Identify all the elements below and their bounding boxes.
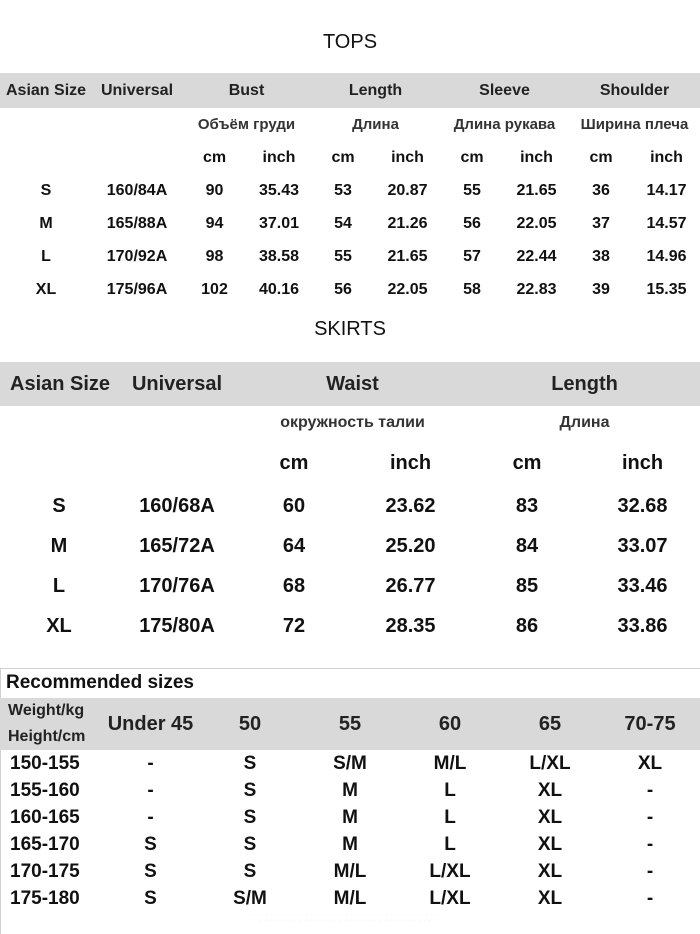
table-cell: L: [444, 833, 456, 855]
size-cell: L: [52, 574, 66, 597]
header-bust: Bust: [228, 81, 265, 99]
table-cell: 22.44: [516, 247, 557, 265]
table-cell: XL: [537, 779, 563, 801]
table-cell: 165/72A: [139, 534, 215, 557]
skirts-size-table: [0, 362, 700, 646]
unit-cell: cm: [331, 148, 355, 166]
table-cell: 57: [463, 247, 481, 265]
table-cell: M: [342, 779, 358, 801]
table-cell: S/M: [233, 887, 267, 909]
recommended-sizes-title: Recommended sizes: [6, 672, 194, 693]
header-length: Length: [551, 372, 618, 395]
table-cell: 14.57: [646, 214, 687, 232]
table-cell: 83: [515, 494, 539, 517]
table-cell: 33.07: [617, 534, 668, 557]
table-cell: S: [243, 860, 257, 882]
table-cell: 35.43: [258, 181, 300, 199]
table-cell: 56: [334, 280, 352, 298]
table-cell: 64: [282, 534, 306, 557]
table-cell: XL: [537, 806, 563, 828]
table-cell: 72: [282, 614, 306, 637]
table-cell: -: [147, 752, 154, 774]
ru-label-shoulder: Ширина плеча: [580, 116, 689, 133]
table-cell: XL: [537, 833, 563, 855]
ru-label-waist: окружность талии: [280, 414, 425, 431]
height-cell: 170-175: [10, 860, 80, 882]
table-cell: S: [243, 806, 257, 828]
table-cell: L: [444, 779, 456, 801]
table-cell: 84: [515, 534, 539, 557]
tops-title: TOPS: [322, 31, 378, 53]
table-cell: 38.58: [258, 247, 300, 265]
height-cell: 175-180: [10, 887, 80, 909]
table-cell: 160/84A: [106, 181, 168, 199]
table-cell: XL: [537, 887, 563, 909]
size-cell: XL: [35, 280, 57, 298]
unit-cell: cm: [589, 148, 613, 166]
recommended-header-row: [0, 698, 700, 750]
unit-cell: cm: [279, 451, 309, 474]
height-cell: 165-170: [10, 833, 80, 855]
table-cell: 36: [592, 181, 610, 199]
table-cell: S: [243, 779, 257, 801]
table-cell: 22.05: [387, 280, 428, 298]
table-cell: M/L: [333, 860, 367, 882]
table-cell: 26.77: [385, 574, 436, 597]
table-cell: 38: [592, 247, 610, 265]
weight-height-corner: [0, 698, 101, 750]
weight-header: 70-75: [624, 712, 676, 735]
table-cell: 175/96A: [106, 280, 168, 298]
table-row: [0, 566, 700, 606]
height-label: Height/cm: [8, 728, 86, 745]
table-row: [0, 240, 700, 273]
unit-cell: inch: [520, 148, 553, 166]
table-cell: -: [646, 833, 654, 855]
table-cell: L: [444, 806, 456, 828]
table-cell: -: [646, 779, 654, 801]
table-cell: 98: [205, 247, 224, 265]
header-waist: Waist: [326, 372, 379, 395]
size-cell: L: [41, 247, 51, 265]
table-cell: 37: [592, 214, 610, 232]
table-cell: 165/88A: [106, 214, 168, 232]
weight-header: 55: [338, 712, 362, 735]
weight-header: Under 45: [107, 712, 194, 735]
table-cell: 22.05: [516, 214, 557, 232]
table-cell: M/L: [433, 752, 467, 774]
tops-russian-labels-row: [0, 108, 700, 141]
height-cell: 155-160: [10, 779, 80, 801]
table-cell: 90: [205, 181, 224, 199]
header-asian-size: Asian Size: [6, 81, 87, 99]
table-cell: L/XL: [429, 887, 471, 909]
table-cell: S: [243, 752, 257, 774]
table-cell: 54: [334, 214, 352, 232]
table-cell: S: [243, 833, 257, 855]
header-sleeve: Sleeve: [479, 81, 530, 99]
recommended-sizes-table: [0, 698, 700, 912]
unit-cell: inch: [262, 148, 296, 166]
table-cell: 39: [592, 280, 610, 298]
table-cell: 160/68A: [139, 494, 215, 517]
table-cell: -: [646, 860, 654, 882]
ru-label-length: Длина: [352, 116, 399, 133]
table-cell: 58: [463, 280, 481, 298]
table-cell: 175/80A: [139, 614, 215, 637]
table-cell: 170/76A: [139, 574, 215, 597]
table-row: [0, 804, 700, 831]
ru-label-sleeve: Длина рукава: [453, 116, 556, 133]
size-cell: M: [50, 534, 68, 557]
table-cell: 94: [205, 214, 224, 232]
table-cell: 20.87: [387, 181, 428, 199]
table-cell: 40.16: [258, 280, 300, 298]
table-row: [0, 486, 700, 526]
size-cell: S: [40, 181, 52, 199]
table-cell: 85: [515, 574, 539, 597]
table-cell: S: [144, 887, 157, 909]
size-cell: M: [39, 214, 53, 232]
table-cell: 55: [463, 181, 481, 199]
tops-size-table: [0, 73, 700, 306]
weight-header: 60: [438, 712, 462, 735]
table-cell: 60: [282, 494, 306, 517]
table-cell: M/L: [333, 887, 367, 909]
table-cell: -: [646, 887, 654, 909]
table-cell: S: [144, 833, 157, 855]
table-cell: M: [342, 806, 358, 828]
table-cell: L/XL: [529, 752, 571, 774]
table-cell: 15.35: [646, 280, 687, 298]
table-cell: 14.96: [646, 247, 687, 265]
table-row: [0, 273, 700, 306]
size-cell: XL: [46, 614, 72, 637]
table-cell: L/XL: [429, 860, 471, 882]
weight-header: 50: [238, 712, 262, 735]
height-cell: 160-165: [10, 806, 80, 828]
skirts-units-row: [0, 440, 700, 486]
header-asian-size: Asian Size: [10, 372, 111, 395]
table-cell: 68: [282, 574, 306, 597]
table-cell: XL: [637, 752, 663, 774]
table-row: [0, 777, 700, 804]
ru-label-bust: Объём груди: [197, 116, 296, 133]
table-cell: S/M: [333, 752, 367, 774]
table-cell: 53: [334, 181, 352, 199]
table-row: [0, 606, 700, 646]
table-cell: 21.26: [387, 214, 428, 232]
table-cell: 55: [334, 247, 352, 265]
unit-cell: inch: [391, 148, 424, 166]
weight-header: 65: [538, 712, 562, 735]
table-cell: 102: [201, 280, 228, 298]
height-cell: 150-155: [10, 752, 80, 774]
table-cell: 170/92A: [106, 247, 168, 265]
skirts-russian-labels-row: [0, 406, 700, 440]
header-shoulder: Shoulder: [599, 81, 670, 99]
table-cell: XL: [537, 860, 563, 882]
size-cell: S: [52, 494, 66, 517]
table-cell: 56: [463, 214, 481, 232]
table-row: [0, 858, 700, 885]
table-cell: -: [147, 779, 154, 801]
table-cell: -: [646, 806, 654, 828]
unit-cell: inch: [389, 451, 432, 474]
ru-label-length: Длина: [559, 414, 610, 431]
skirts-header-row: [0, 362, 700, 406]
table-cell: 33.46: [617, 574, 668, 597]
unit-cell: inch: [650, 148, 683, 166]
table-row: [0, 885, 700, 912]
table-cell: 32.68: [617, 494, 668, 517]
unit-cell: inch: [621, 451, 664, 474]
header-universal: Universal: [100, 81, 174, 99]
table-cell: M: [342, 833, 358, 855]
table-cell: 23.62: [385, 494, 436, 517]
table-cell: -: [147, 806, 154, 828]
header-length: Length: [348, 81, 403, 99]
tops-header-row: [0, 73, 700, 108]
header-universal: Universal: [131, 372, 223, 395]
unit-cell: cm: [512, 451, 542, 474]
skirts-title: SKIRTS: [314, 318, 386, 340]
table-cell: 21.65: [387, 247, 428, 265]
watermark-graphic: · · · · · · · · · · · · · · · · · · · · · · · · · · · · · · · · · · · · · · · · · · · · · · · · · · · · · · · · · · · · · · · · · · · · · · · · · · · · · · · · · · ·: [248, 912, 442, 923]
table-cell: 33.86: [617, 614, 668, 637]
table-row: [0, 831, 700, 858]
table-row: [0, 207, 700, 240]
unit-cell: cm: [202, 148, 227, 166]
table-cell: S: [144, 860, 157, 882]
table-row: [0, 750, 700, 777]
table-row: [0, 526, 700, 566]
table-row: [0, 174, 700, 207]
table-cell: 28.35: [385, 614, 436, 637]
weight-label: Weight/kg: [8, 702, 85, 719]
table-cell: 14.17: [646, 181, 687, 199]
table-cell: 25.20: [385, 534, 436, 557]
unit-cell: cm: [460, 148, 484, 166]
table-cell: 37.01: [258, 214, 300, 232]
table-cell: 22.83: [516, 280, 557, 298]
table-cell: 86: [515, 614, 539, 637]
table-cell: 21.65: [516, 181, 557, 199]
tops-units-row: [0, 141, 700, 174]
